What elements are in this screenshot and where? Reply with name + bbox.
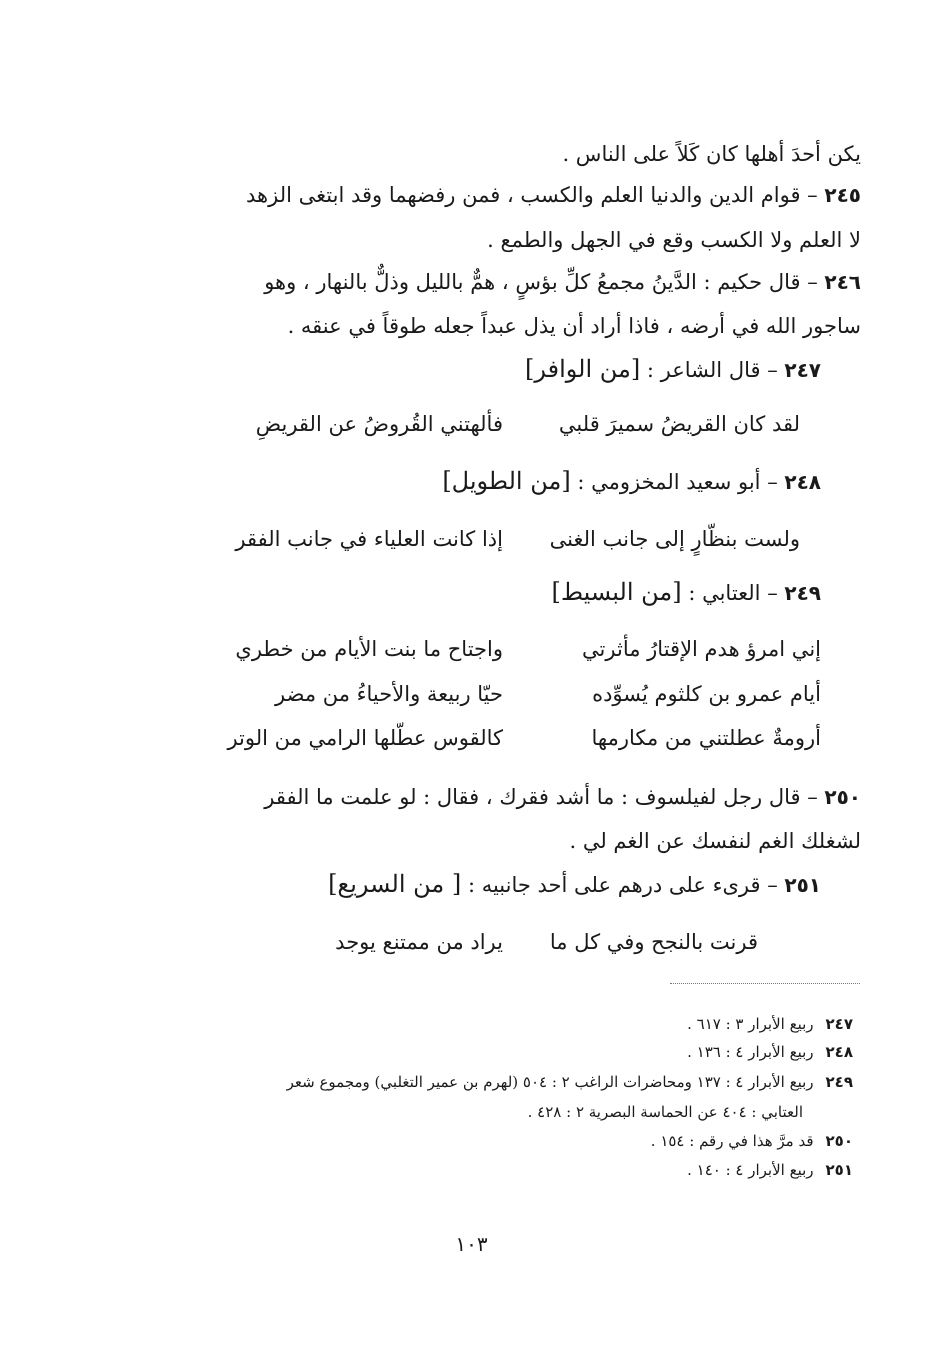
- entry-246: [264, 268, 861, 296]
- footnote-text: ربيع الأبرار ٤ : ١٤٠ .: [687, 1161, 814, 1179]
- text-line: ساجور الله في أرضه ، فاذا أراد أن يذل عبداً جعله طوقاً في عنقه .: [287, 314, 861, 338]
- verse-hemistich-second: حيّا ربيعة والأحياءُ من مضر: [275, 682, 503, 706]
- verse-hemistich-first: لقد كان القريضُ سميرَ قلبي: [558, 412, 800, 436]
- footnote: [687, 1014, 853, 1034]
- text-line: لشغلك الغم لنفسك عن الغم لي .: [569, 829, 861, 853]
- verse-hemistich-second: يراد من ممتنع يوجد: [335, 930, 503, 954]
- entry-text: – العتابي :: [681, 581, 785, 605]
- entry-number: ٢٥١: [784, 873, 821, 897]
- verse-hemistich-first: إني امرؤ هدم الإقتارُ مأثرتي: [582, 637, 821, 661]
- verse-247: [0, 410, 943, 438]
- verse-hemistich-first: قرنت بالنجح وفي كل ما: [549, 930, 758, 954]
- footnote-text: ربيع الأبرار ٣ : ٦١٧ .: [687, 1015, 814, 1033]
- verse-249-2: [0, 680, 943, 708]
- entry-text: – قال الشاعر :: [640, 358, 785, 382]
- footnote-text: ربيع الأبرار ٤ : ١٣٧ ومحاضرات الراغب ٢ : ٥٠٤ (لهرم بن عمير التغلبي) ومجموع شعر: [286, 1073, 814, 1091]
- footnote-number: ٢٤٨: [825, 1043, 853, 1061]
- entry-number: ٢٥٠: [824, 785, 861, 809]
- footnote-separator: [670, 983, 860, 984]
- text-line: يكن أحدَ أهلها كان كَلاً على الناس .: [562, 142, 861, 166]
- footnote-number: ٢٤٩: [825, 1073, 853, 1091]
- meter-label: [من الوافر]: [524, 355, 641, 383]
- footnote-text: قد مرَّ هذا في رقم : ١٥٤ .: [650, 1132, 814, 1150]
- footnote: [287, 1072, 853, 1092]
- entry-text: – قال حكيم : الدَّينُ مجمعُ كلِّ بؤسٍ ، همٌّ بالليل وذلٌّ بالنهار ، وهو: [264, 270, 825, 294]
- entry-248: [442, 467, 821, 496]
- text-line: لا العلم ولا الكسب وقع في الجهل والطمع .: [487, 228, 861, 252]
- verse-251: [0, 928, 943, 956]
- verse-hemistich-first: أرومةٌ عطلتني من مكارمها: [591, 726, 821, 750]
- footnote-number: ٢٥٠: [825, 1132, 853, 1150]
- verse-hemistich-second: إذا كانت العلياء في جانب الفقر: [235, 527, 503, 551]
- meter-label: [من البسيط]: [551, 578, 682, 606]
- footnote-number: ٢٥١: [825, 1161, 853, 1179]
- entry-number: ٢٤٥: [824, 183, 861, 207]
- entry-245: [246, 181, 861, 209]
- footnote: [687, 1042, 853, 1062]
- entry-number: ٢٤٩: [784, 581, 821, 605]
- verse-hemistich-first: أيام عمرو بن كلثوم يُسوِّده: [592, 682, 821, 706]
- meter-label: [ من السريع]: [328, 870, 462, 898]
- footnote-text: ربيع الأبرار ٤ : ١٣٦ .: [687, 1043, 814, 1061]
- footnote-text: العتابي : ٤٠٤ عن الحماسة البصرية ٢ : ٤٢٨ .: [527, 1103, 803, 1121]
- entry-text: – قوام الدين والدنيا العلم والكسب ، فمن رفضهما وقد ابتغى الزهد: [246, 183, 825, 207]
- entry-247: [525, 355, 821, 384]
- verse-hemistich-second: واجتاح ما بنت الأيام من خطري: [235, 637, 503, 661]
- footnote: [651, 1131, 853, 1151]
- entry-text: – قرىء على درهم على أحد جانبيه :: [461, 873, 785, 897]
- verse-hemistich-second: كالقوس عطّلها الرامي من الوتر: [227, 726, 503, 750]
- footnote-continuation: [528, 1102, 803, 1122]
- verse-248: [0, 525, 943, 553]
- entry-text: – أبو سعيد المخزومي :: [570, 470, 785, 494]
- meter-label: [من الطويل]: [442, 467, 571, 495]
- entry-249: [552, 578, 822, 607]
- entry-text: – قال رجل لفيلسوف : ما أشد فقرك ، فقال : لو علمت ما الفقر: [264, 785, 825, 809]
- verse-249-3: [0, 724, 943, 752]
- entry-251: [328, 870, 821, 899]
- footnote: [687, 1160, 853, 1180]
- entry-number: ٢٤٧: [784, 358, 821, 382]
- page-number: ١٠٣: [455, 1232, 488, 1256]
- entry-number: ٢٤٦: [824, 270, 861, 294]
- entry-number: ٢٤٨: [784, 470, 821, 494]
- verse-249-1: [0, 635, 943, 663]
- entry-250: [264, 783, 861, 811]
- verse-hemistich-first: ولست بنظّارٍ إلى جانب الغنى: [549, 527, 800, 551]
- footnote-number: ٢٤٧: [825, 1015, 853, 1033]
- verse-hemistich-second: فألهتني القُروضُ عن القريضِ: [255, 412, 503, 436]
